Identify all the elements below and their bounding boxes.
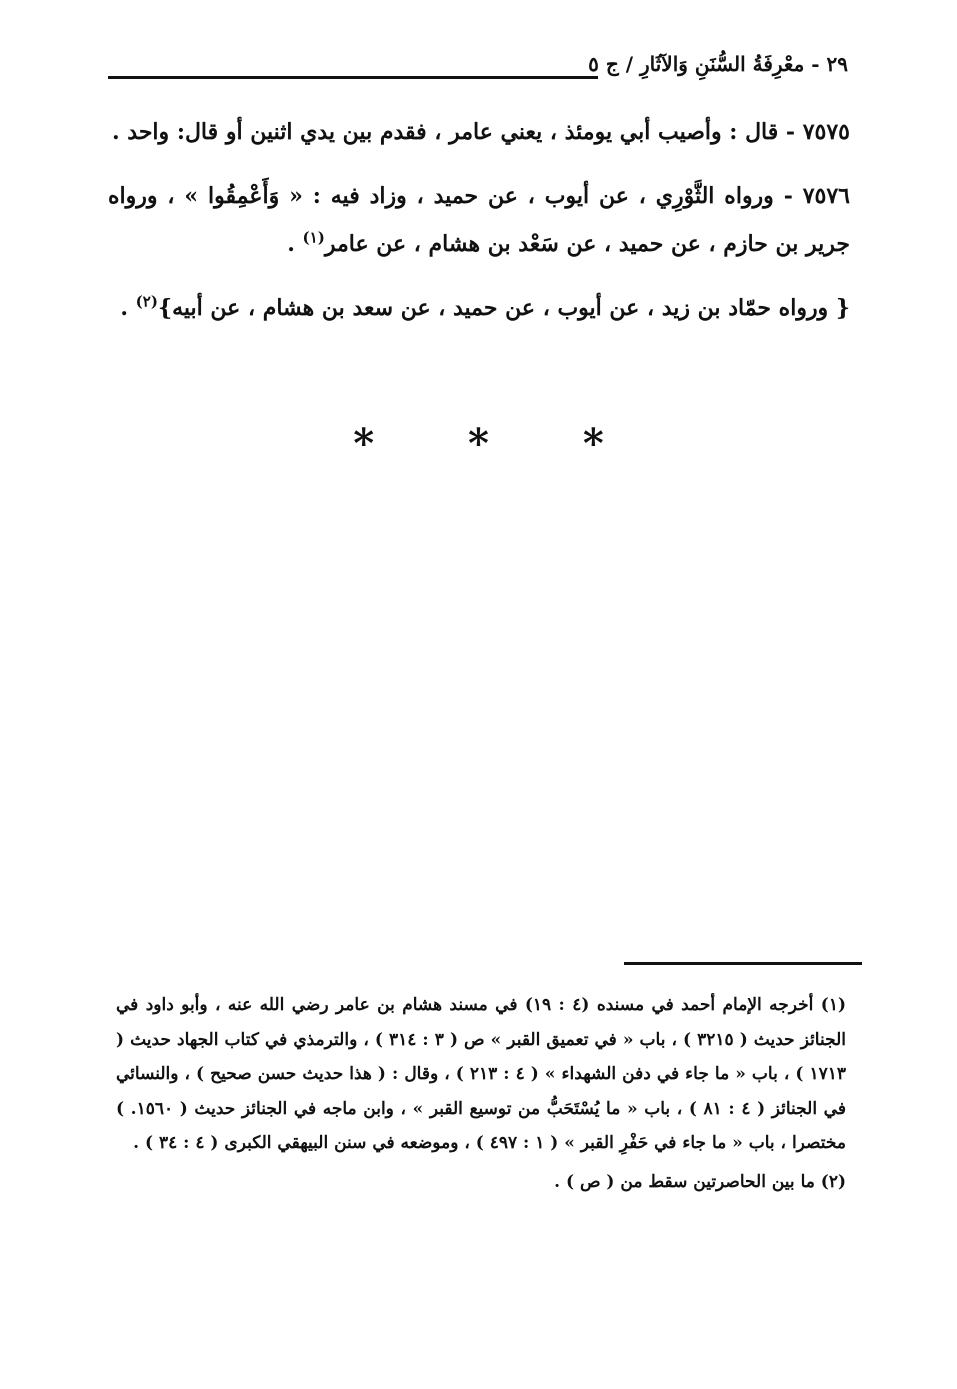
hadith-paragraph [108, 172, 850, 268]
footnote-2: (٢) ما بين الحاصرتين سقط من ( ص ) . [554, 1171, 846, 1192]
footnote-reference: (٢) [135, 292, 158, 311]
footnote-rule [624, 962, 862, 965]
hadith-paragraph [108, 284, 850, 332]
paragraph-tail: . [120, 295, 136, 321]
footnotes [116, 988, 846, 1203]
paragraph-tail: . [287, 231, 303, 257]
paragraph-text: ٧٥٧٥ - قال : وأصيب أبي يومئذ ، يعني عامر ، فقدم بين يدي اثنين أو قال: واحد . [111, 119, 850, 145]
paragraph-text: { ورواه حمّاد بن زيد ، عن أيوب ، عن حميد ، عن سعد بن هشام ، عن أبيه} [157, 295, 850, 321]
running-header [108, 52, 848, 88]
hadith-paragraph [108, 108, 850, 156]
running-title: ٢٩ - معْرِفَةُ السُّنَنِ وَالآثَارِ / ج ٥ [580, 52, 848, 76]
paragraph-text: ٧٥٧٦ - ورواه الثَّوْرِي ، عن أيوب ، عن حميد ، وزاد فيه : « وَأَعْمِقُوا » ، ورواه جرير بن حازم ، عن حميد ، عن سَعْد بن هشام ، عن عامر [108, 183, 850, 257]
main-text [108, 108, 850, 348]
footnote-reference: (١) [302, 228, 325, 247]
section-separator: * * * [353, 420, 644, 467]
footnote-1: (١) أخرجه الإمام أحمد في مسنده (٤ : ١٩) في مسند هشام بن عامر رضي الله عنه ، وأبو داود في الجنائز حديث ( ٣٢١٥ ) ، باب « في تعميق القبر » ص ( ٣ : ٣١٤ ) ، والترمذي في كتاب الجهاد حديث ( ١٧١٣ ) ، باب « ما جاء في دفن الشهداء » ( ٤ : ٢١٣ ) ، وقال : ( هذا حديث حسن صحيح ) ، والنسائي في الجنائز ( ٤ : ٨١ ) ، باب « ما يُسْتَحَبُّ من توسيع القبر » ، وابن ماجه في الجنائز حديث ( ١٥٦٠. ) مختصرا ، باب « ما جاء في حَفْرِ القبر » ( ١ : ٤٩٧ ) ، وموضعه في سنن البيهقي الكبرى ( ٤ : ٣٤ ) . [116, 995, 846, 1153]
header-rule [108, 76, 598, 79]
